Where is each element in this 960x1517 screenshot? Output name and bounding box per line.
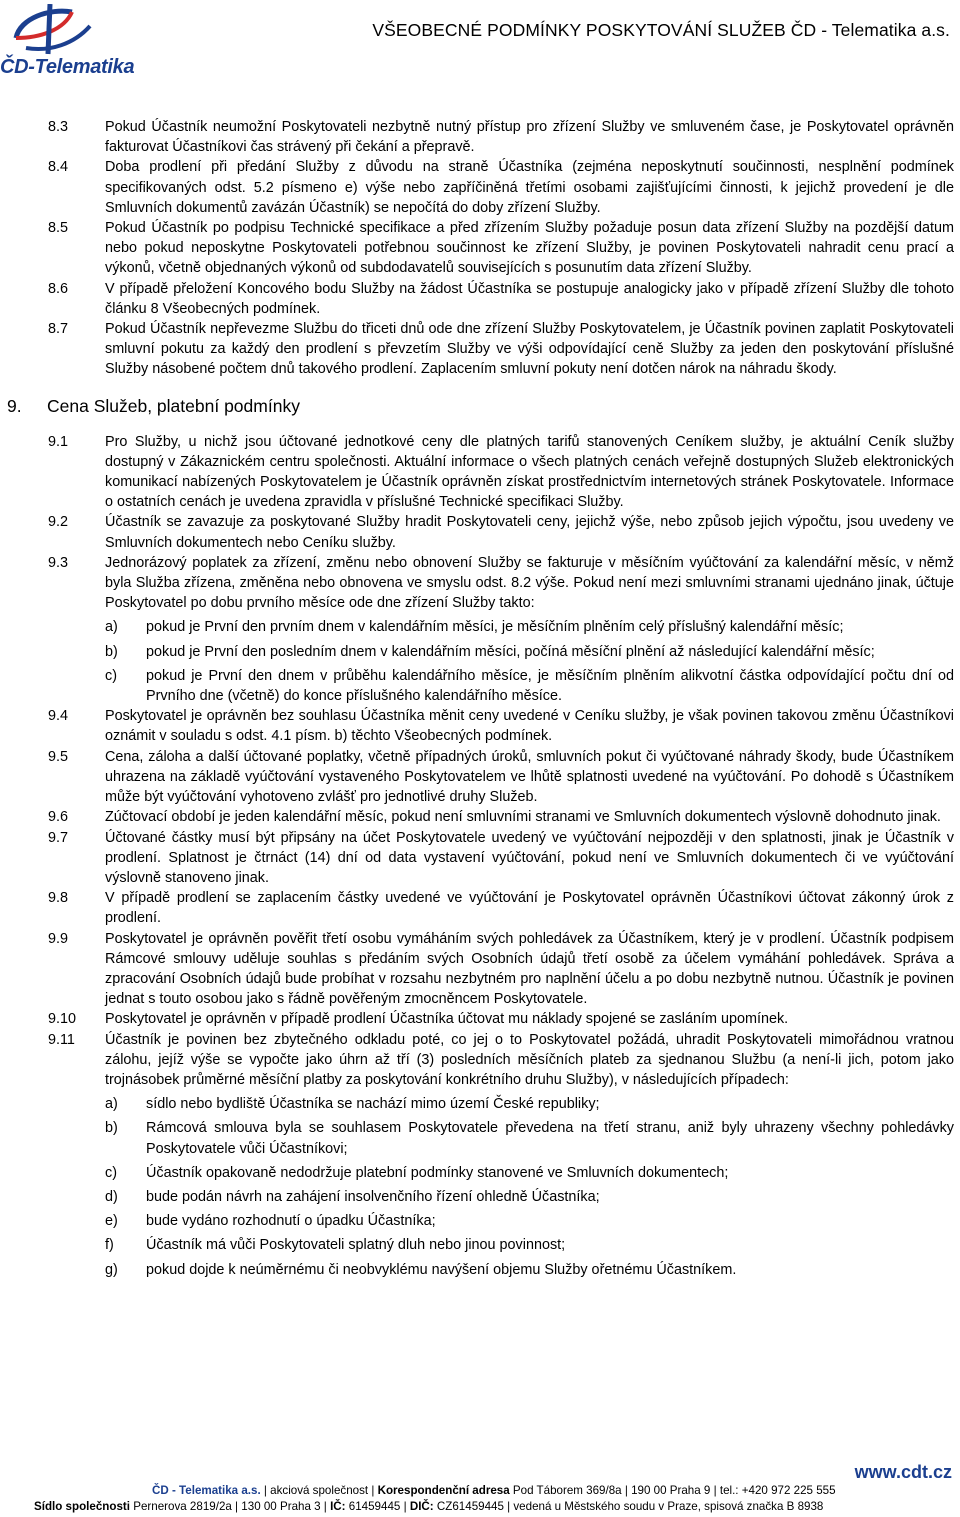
clause-9-11 bbox=[48, 1030, 954, 1280]
list-letter: b) bbox=[105, 643, 118, 660]
clause-text: V případě přeložení Koncového bodu Služby na žádost Účastníka se postupuje analogicky jako v případě zřízení Služby dle tohoto článku 8 Všeobecných podmínek. bbox=[105, 280, 954, 317]
list-item bbox=[105, 1118, 954, 1158]
document-body bbox=[7, 117, 954, 1280]
footer-seat-address: Pernerova 2819/2a | 130 00 Praha 3 | bbox=[133, 1500, 327, 1513]
list-text: pokud je První den posledním dnem v kalendářním měsíci, počíná měsíční plnění až následující kalendářní měsíc; bbox=[146, 643, 875, 660]
clause-8-6 bbox=[48, 279, 954, 319]
clause-text: Pokud Účastník neumožní Poskytovateli nezbytně nutný přístup pro zřízení Služby ve smluveném čase, je Poskytovatel oprávněn fakturovat Účastníkovi čas strávený při čekání a přepravě. bbox=[105, 119, 954, 156]
footer-dic-value: CZ61459445 | vedená u Městského soudu v Praze, spisová značka B 8938 bbox=[436, 1500, 824, 1513]
clause-text: Účastník je povinen bez zbytečného odkladu poté, co jej o to Poskytovatel požádá, uhradit Poskytovateli mimořádnou vratnou zálohu, jejíž výše se vypočte jako úhrn až tří (3) posledních měsíčních plateb za sjednanou Službu (a není-li jich, potom jako trojnásobek průměrné měsíční platby za poskytování konkrétního druhu Služby), v následujících případech: bbox=[105, 1031, 954, 1088]
clause-8-5 bbox=[48, 218, 954, 279]
list-letter: b) bbox=[105, 1120, 118, 1137]
clause-number: 8.4 bbox=[48, 159, 69, 176]
list-text: Rámcová smlouva byla se souhlasem Poskytovatele převedena na třetí stranu, aniž byly uhrazeny všechny pohledávky Poskytovatele vůči Účastníkovi; bbox=[146, 1120, 954, 1157]
footer-mail-label: Korespondenční adresa bbox=[377, 1484, 510, 1497]
clause-text: Poskytovatel je oprávněn pověřit třetí osobu vymáháním svých pohledávek za Účastníkem, který je v prodlení. Účastník podpisem Rámcové smlouvy uděluje souhlas s předáním svých Osobních údajů třetí osobě za účelem vymáhání pohledávek. Správa a zpracování Osobních údajů bude probíhat v rozsahu nezbytném pro naplnění účelu a po dobu nezbytně nutnou. Účastník je povinen jednat s touto osobou jako s řádně pověřeným zmocněncem Poskytovatele. bbox=[105, 930, 954, 1008]
clause-text: V případě prodlení se zaplacením částky uvedené ve vyúčtování je Poskytovatel oprávněn Účastníkovi účtovat zákonný úrok z prodlení. bbox=[105, 890, 954, 927]
clause-number: 8.7 bbox=[48, 321, 69, 338]
footer-seat-label: Sídlo společnosti bbox=[34, 1500, 130, 1513]
clause-9-6 bbox=[48, 807, 954, 827]
clause-text: Účastník se zavazuje za poskytované Služby hradit Poskytovateli ceny, jejichž výše, nebo způsob jejich výpočtu, jsou uvedeny ve Smluvních dokumentech nebo Ceníku služby. bbox=[105, 514, 954, 551]
clause-number: 9.6 bbox=[48, 809, 69, 826]
list-text: bude podán návrh na zahájení insolvenčního řízení ohledně Účastníka; bbox=[146, 1188, 600, 1205]
footer-company-type: akciová společnost bbox=[270, 1484, 369, 1497]
list-item bbox=[105, 1163, 954, 1183]
company-name: ČD-Telematika bbox=[0, 56, 135, 78]
clause-9-1 bbox=[48, 432, 954, 513]
clause-number: 9.10 bbox=[48, 1011, 77, 1028]
list-text: sídlo nebo bydliště Účastníka se nachází mimo území České republiky; bbox=[146, 1096, 600, 1113]
clause-9-7 bbox=[48, 828, 954, 889]
list-letter: a) bbox=[105, 619, 118, 636]
clause-text: Pokud Účastník po podpisu Technické specifikace a před zřízením Služby požaduje posun data zřízení Služby na pozdější datum nebo pokud neposkytne Poskytovateli potřebnou součinnost ke zřízení Služby, je povinen Poskytovateli nahradit cenu prací a výkonů, včetně objednaných výkonů od subdodavatelů souvisejících s posunutím data zřízení Služby. bbox=[105, 220, 954, 277]
section-title: Cena Služeb, platební podmínky bbox=[47, 395, 300, 416]
list-text: pokud dojde k neúměrnému či neobvyklému navýšení objemu Služby ořetnému Účastníkem. bbox=[146, 1261, 737, 1278]
list-text: Účastník má vůči Poskytovateli splatný dluh nebo jinou povinnost; bbox=[146, 1237, 566, 1254]
list-letter: c) bbox=[105, 1164, 117, 1181]
clause-number: 9.2 bbox=[48, 514, 69, 531]
list-item bbox=[105, 1211, 954, 1231]
list-item bbox=[105, 666, 954, 706]
footer-company: ČD - Telematika a.s. bbox=[152, 1484, 261, 1497]
list-text: Účastník opakovaně nedodržuje platební podmínky stanovené ve Smluvních dokumentech; bbox=[146, 1164, 729, 1181]
footer-separator: | bbox=[371, 1484, 378, 1497]
list-letter: c) bbox=[105, 667, 117, 684]
clause-number: 9.9 bbox=[48, 930, 69, 947]
clause-9-3 bbox=[48, 553, 954, 706]
document-title: VŠEOBECNÉ PODMÍNKY POSKYTOVÁNÍ SLUŽEB ČD - Telematika a.s. bbox=[372, 20, 950, 40]
footer-tel-label: tel.: bbox=[719, 1484, 739, 1497]
clause-number: 9.1 bbox=[48, 433, 69, 450]
clause-8-4 bbox=[48, 157, 954, 218]
company-logo bbox=[0, 2, 150, 82]
list-item bbox=[105, 642, 954, 662]
list-item bbox=[105, 1094, 954, 1114]
logo-mark-icon bbox=[10, 4, 100, 56]
list-letter: a) bbox=[105, 1096, 118, 1113]
clause-text: Poskytovatel je oprávněn bez souhlasu Účastníka měnit ceny uvedené v Ceníku služby, je však povinen takovou změnu Účastníkovi oznámit v souladu s odst. 4.1 písm. b) těchto Všeobecných podmínek. bbox=[105, 708, 954, 745]
list-letter: f) bbox=[105, 1237, 114, 1254]
clause-text: Poskytovatel je oprávněn v případě prodlení Účastníka účtovat mu náklady spojené se zasláním upomínek. bbox=[105, 1011, 789, 1028]
list-item bbox=[105, 1235, 954, 1255]
clause-text: Pro Služby, u nichž jsou účtované jednotkové ceny dle platných tarifů stanovených Ceníkem služby, je aktuální Ceník služby dostupný v Zákaznickém centru společnosti. Aktuální informace o všech platných cenách veřejně dostupných Služeb elektronických komunikací nabízených Poskytovatelem je Účastník oprávněn získat prostřednictvím internetových stránek Poskytovatele. Informace o ostatních cenách je uvedena zpravidla v příslušné Technické specifikaci Služby. bbox=[105, 433, 954, 511]
clause-number: 8.6 bbox=[48, 280, 69, 297]
clause-9-10 bbox=[48, 1009, 954, 1029]
list-item bbox=[105, 617, 954, 637]
list-text: pokud je První den dnem v průběhu kalendářního měsíce, je měsíčním plněním alikvotní částka odpovídající počtu dní od Prvního dne (včetně) do konce příslušného kalendářního měsíce. bbox=[146, 667, 954, 705]
footer-tel-value: +420 972 225 555 bbox=[741, 1484, 836, 1497]
clause-text: Doba prodlení při předání Služby z důvodu na straně Účastníka (zejména neposkytnutí součinnosti, nesplnění podmínek specifikovaných odst. 5.2 písmeno e) výše nebo zapříčiněná třetími osobami zajišťujícími činnosti, k jejichž provedení je dle Smluvních dokumentů zavázán Účastník) se nepočítá do doby zřízení Služby. bbox=[105, 159, 954, 216]
clause-9-2 bbox=[48, 512, 954, 552]
list-text: bude vydáno rozhodnutí o úpadku Účastníka; bbox=[146, 1213, 436, 1230]
footer-ic-label: IČ: bbox=[330, 1500, 346, 1513]
clause-number: 9.4 bbox=[48, 708, 69, 725]
clause-body bbox=[105, 1030, 954, 1280]
clause-number: 9.8 bbox=[48, 890, 69, 907]
clause-text: Jednorázový poplatek za zřízení, změnu nebo obnovení Služby se fakturuje v měsíčním vyúčtování za kalendářní měsíc, v němž byla Služba zřízena, změněna nebo obnovena ve smyslu odst. 8.2 výše. Pokud není mezi smluvními stranami ujednáno jinak, účtuje Poskytovatel po dobu prvního měsíce ode dne zřízení Služby takto: bbox=[105, 554, 954, 612]
clause-8-3 bbox=[48, 117, 954, 157]
section-number: 9. bbox=[7, 395, 22, 416]
clause-text: Zúčtovací období je jeden kalendářní měsíc, pokud není smluvními stranami ve Smluvních dokumentech výslovně dohodnuto jinak. bbox=[105, 809, 941, 826]
clause-number: 9.7 bbox=[48, 829, 69, 846]
clause-9-4 bbox=[48, 706, 954, 746]
clause-8-7 bbox=[48, 319, 954, 380]
clause-text: Cena, záloha a další účtované poplatky, včetně případných úroků, smluvních pokut či vyúčtované náhrady škody, bude Účastníkem uhrazena na základě vyúčtování vystaveného Poskytovatelem ve lhůtě splatnosti uvedené na vyúčtování. Po dohodě s Účastníkem může být vyúčtování vyhotoveno zvlášť pro jednotlivé druhy Služeb. bbox=[105, 748, 954, 806]
clause-text: Účtované částky musí být připsány na účet Poskytovatele uvedený ve vyúčtování nejpozději v den splatnosti, jinak je Účastník v prodlení. Splatnost je čtrnáct (14) dní od data vystavení vyúčtování, pokud není ve Smluvních dokumentech či ve vyúčtování výslovně stanoveno jinak. bbox=[105, 829, 954, 886]
list-letter: e) bbox=[105, 1213, 118, 1230]
list-letter: d) bbox=[105, 1188, 118, 1205]
clause-9-8 bbox=[48, 888, 954, 928]
footer-registration-line bbox=[34, 1500, 823, 1513]
footer-website[interactable]: www.cdt.cz bbox=[854, 1462, 952, 1482]
list-text: pokud je První den prvním dnem v kalendářním měsíci, je měsíčním plněním celý příslušný kalendářní měsíc; bbox=[146, 619, 844, 636]
list-letter: g) bbox=[105, 1261, 118, 1278]
clause-number: 9.3 bbox=[48, 554, 69, 571]
clause-number: 8.5 bbox=[48, 220, 69, 237]
clause-body bbox=[105, 553, 954, 706]
clause-number: 9.11 bbox=[48, 1031, 75, 1048]
footer-ic-value: 61459445 | bbox=[348, 1500, 407, 1513]
clause-number: 8.3 bbox=[48, 119, 69, 135]
footer-separator: | bbox=[263, 1484, 271, 1497]
footer-dic-label: DIČ: bbox=[409, 1500, 434, 1513]
clause-9-5 bbox=[48, 747, 954, 808]
list-item bbox=[105, 1260, 954, 1280]
section-heading-9 bbox=[7, 394, 954, 418]
clause-9-9 bbox=[48, 929, 954, 1010]
page-header bbox=[0, 0, 960, 90]
footer-mail-address: Pod Táborem 369/8a | 190 00 Praha 9 | bbox=[512, 1484, 717, 1497]
footer-contact-line bbox=[152, 1484, 836, 1497]
list-item bbox=[105, 1187, 954, 1207]
clause-number: 9.5 bbox=[48, 748, 69, 765]
clause-text: Pokud Účastník nepřevezme Službu do třiceti dnů ode dne zřízení Služby Poskytovatelem, je Účastník povinen zaplatit Poskytovateli smluvní pokutu za každý den prodlení s převzetím Služby ve výši odpovídající ceně Služby za jeden den poskytování příslušné Služby násobené počtem dnů takového prodlení. Zaplacením smluvní pokuty není dotčen nárok na náhradu škody. bbox=[105, 321, 954, 378]
